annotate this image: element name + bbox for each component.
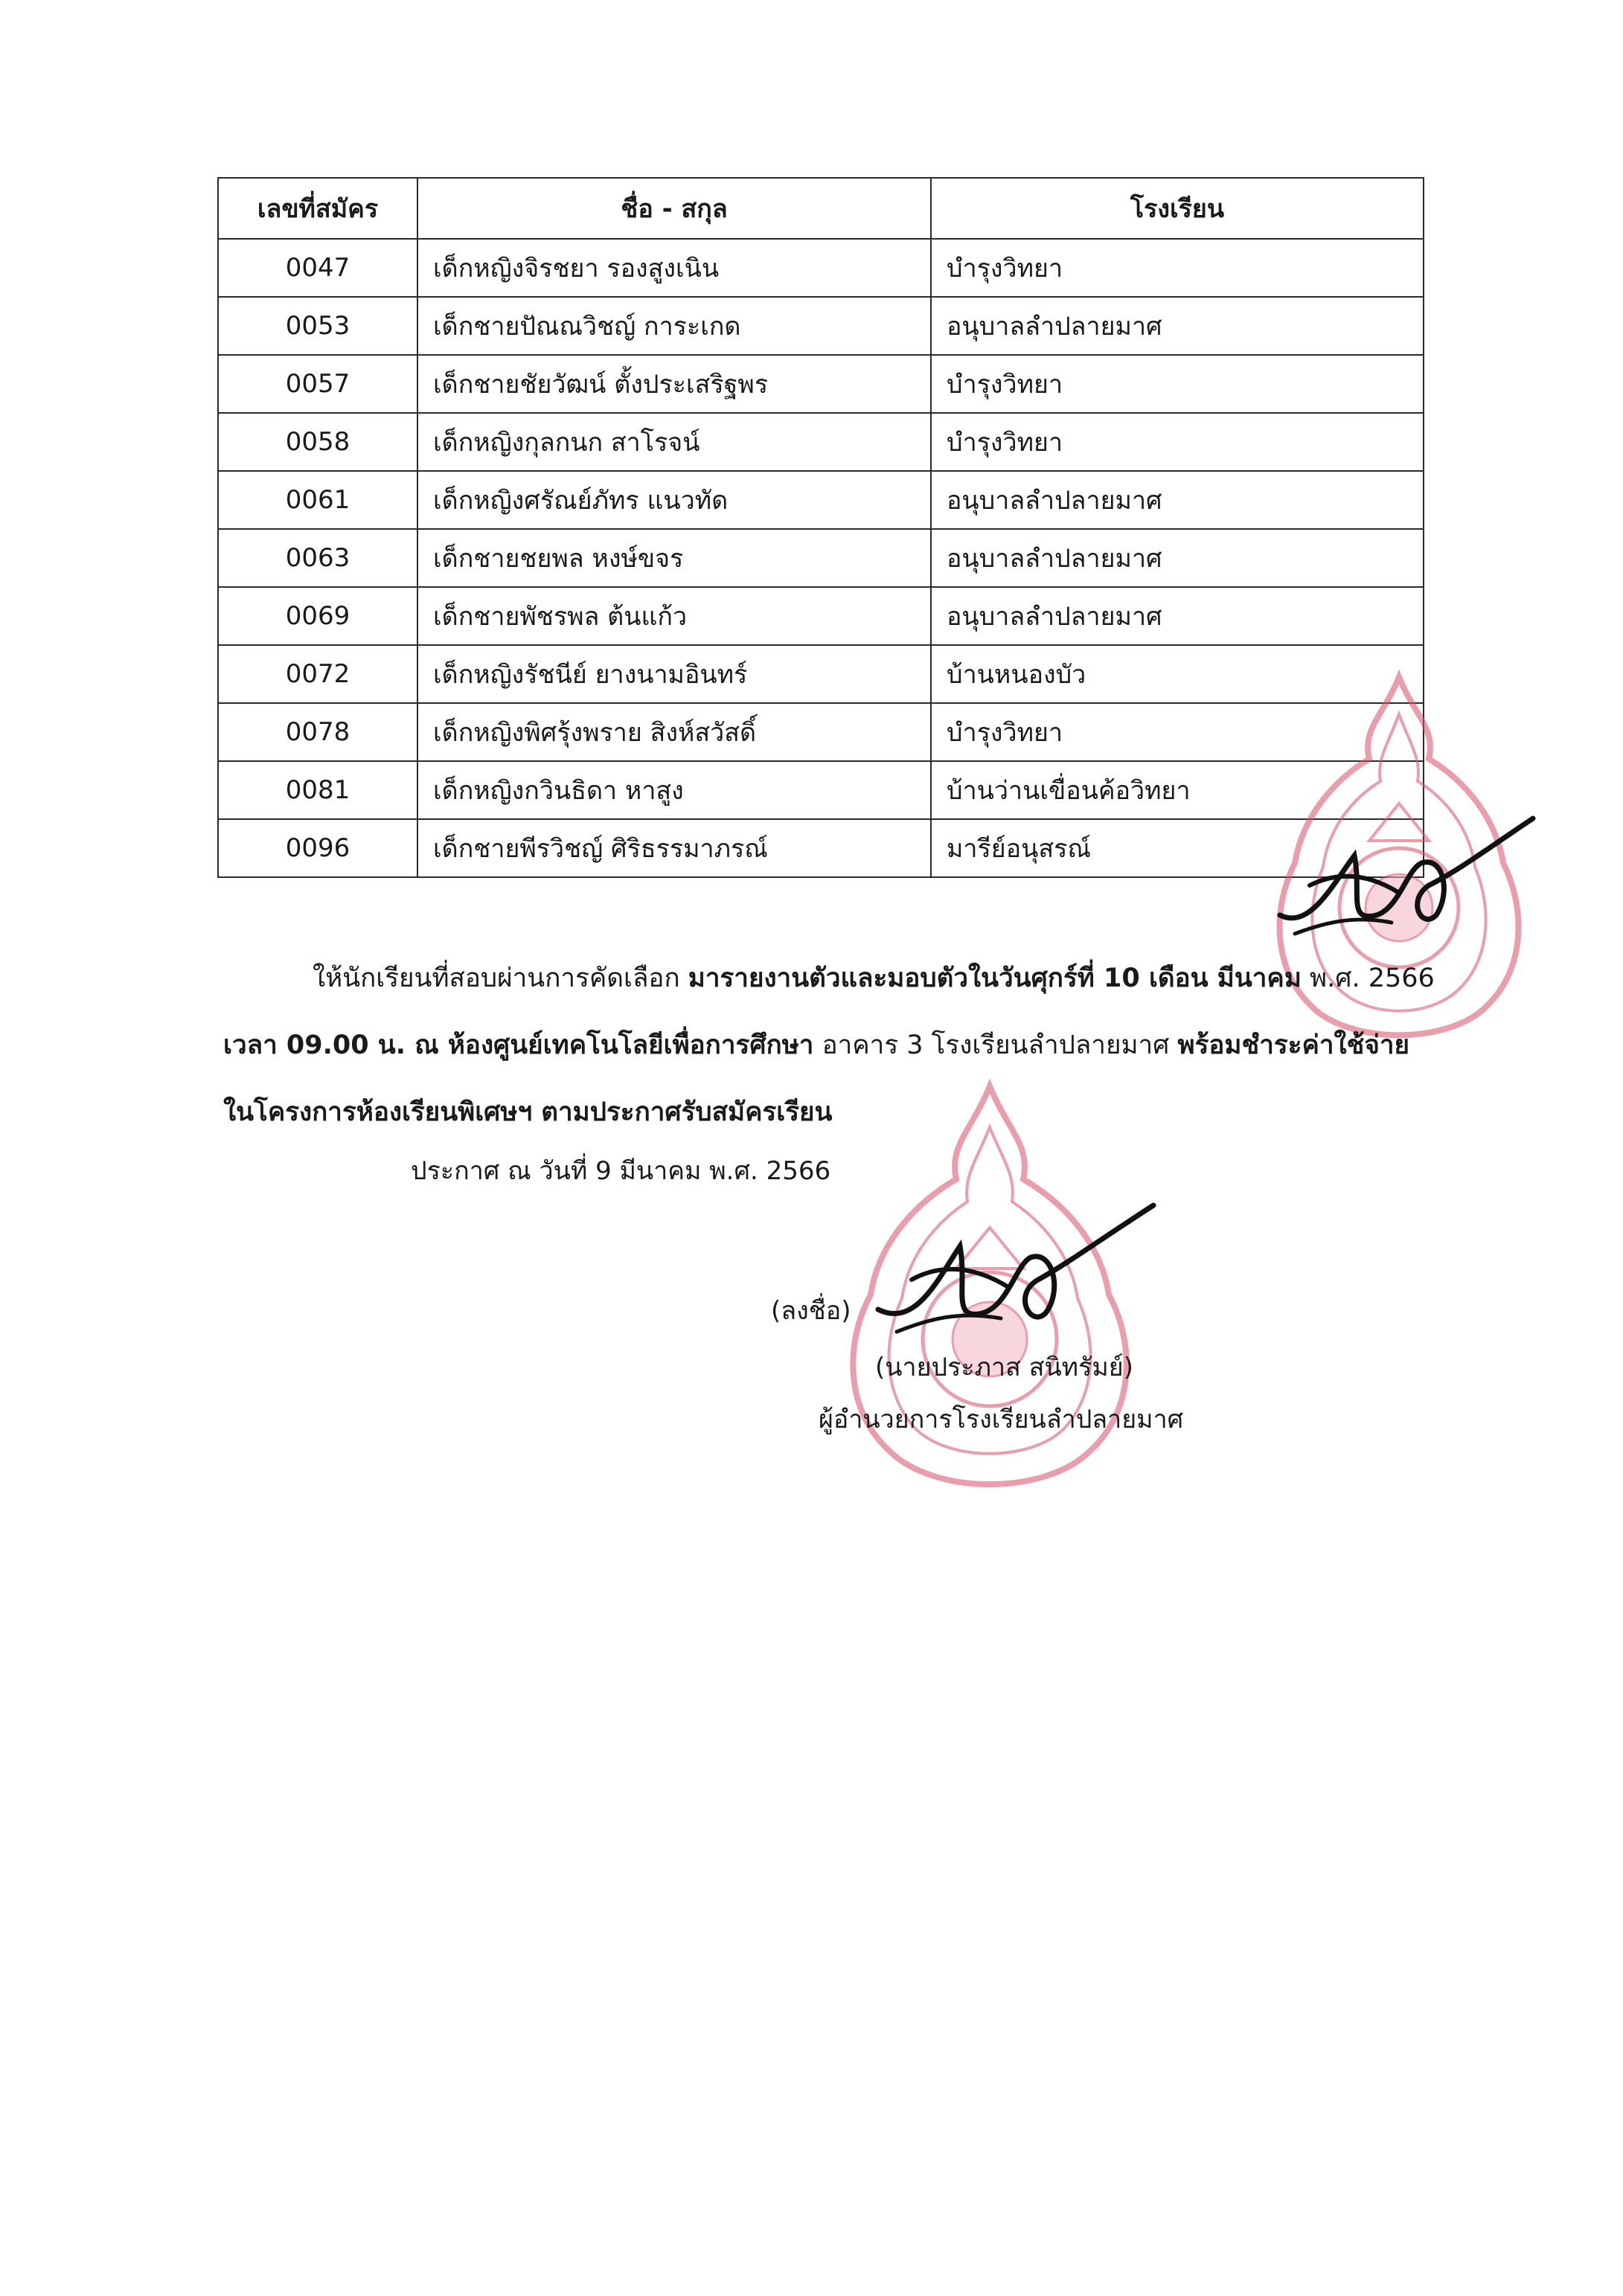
school-name: อนุบาลลำปลายมาศ <box>931 529 1424 587</box>
application-no: 0072 <box>218 645 417 703</box>
table-header-row <box>218 178 1424 239</box>
announcement-text: อาคาร 3 โรงเรียนลำปลายมาศ <box>813 1030 1178 1060</box>
student-name: เด็กหญิงพิศรุ้งพราย สิงห์สวัสดิ์ <box>417 703 931 761</box>
school-name: บำรุงวิทยา <box>931 703 1424 761</box>
school-name: บ้านว่านเขื่อนค้อวิทยา <box>931 761 1424 819</box>
announcement-text: พ.ศ. 2566 <box>1301 963 1435 993</box>
header-application-no: เลขที่สมัคร <box>218 178 417 239</box>
table-row <box>218 413 1424 471</box>
table-row <box>218 819 1424 877</box>
student-name: เด็กหญิงรัชนีย์ ยางนามอินทร์ <box>417 645 931 703</box>
announcement-text: ให้นักเรียนที่สอบผ่านการคัดเลือก <box>313 963 688 993</box>
signer-title: ผู้อำนวยการโรงเรียนลำปลายมาศ <box>819 1405 1184 1434</box>
school-name: บำรุงวิทยา <box>931 239 1424 297</box>
signer-name: (นายประภาส สนิทรัมย์) <box>875 1353 1133 1382</box>
application-no: 0081 <box>218 761 417 819</box>
student-name: เด็กหญิงกวินธิดา หาสูง <box>417 761 931 819</box>
student-name: เด็กชายชัยวัฒน์ ตั้งประเสริฐพร <box>417 355 931 413</box>
school-name: บำรุงวิทยา <box>931 355 1424 413</box>
application-no: 0078 <box>218 703 417 761</box>
table-row <box>218 355 1424 413</box>
applicants-table <box>217 177 1424 878</box>
announcement-bold-text: ในโครงการห้องเรียนพิเศษฯ ตามประกาศรับสมัครเรียน <box>223 1097 833 1127</box>
header-full-name: ชื่อ - สกุล <box>417 178 931 239</box>
announcement-line-1 <box>223 945 1444 1012</box>
announcement-line-2 <box>223 1012 1444 1079</box>
handwritten-signature-icon <box>1265 804 1548 952</box>
application-no: 0058 <box>218 413 417 471</box>
table-row <box>218 239 1424 297</box>
signature-prefix: (ลงชื่อ) <box>771 1296 851 1326</box>
table-row <box>218 761 1424 819</box>
school-name: บ้านหนองบัว <box>931 645 1424 703</box>
announcement-bold-text: พร้อมชำระค่าใช้จ่าย <box>1177 1030 1410 1060</box>
table-row <box>218 645 1424 703</box>
student-name: เด็กหญิงกุลกนก สาโรจน์ <box>417 413 931 471</box>
header-school: โรงเรียน <box>931 178 1424 239</box>
application-no: 0053 <box>218 297 417 355</box>
application-no: 0061 <box>218 471 417 529</box>
announcement-paragraph <box>223 945 1444 1146</box>
table-row <box>218 587 1424 645</box>
school-name: อนุบาลลำปลายมาศ <box>931 297 1424 355</box>
student-name: เด็กชายชยพล หงษ์ขจร <box>417 529 931 587</box>
school-name: อนุบาลลำปลายมาศ <box>931 471 1424 529</box>
table-row <box>218 471 1424 529</box>
school-name: อนุบาลลำปลายมาศ <box>931 587 1424 645</box>
application-no: 0047 <box>218 239 417 297</box>
table-row <box>218 703 1424 761</box>
table-row <box>218 529 1424 587</box>
student-name: เด็กหญิงจิรชยา รองสูงเนิน <box>417 239 931 297</box>
school-name: บำรุงวิทยา <box>931 413 1424 471</box>
handwritten-signature-icon <box>863 1190 1161 1354</box>
student-name: เด็กชายพัชรพล ต้นแก้ว <box>417 587 931 645</box>
student-name: เด็กชายพีรวิชญ์ ศิริธรรมาภรณ์ <box>417 819 931 877</box>
student-name: เด็กชายปัณณวิชญ์ การะเกด <box>417 297 931 355</box>
announcement-date: ประกาศ ณ วันที่ 9 มีนาคม พ.ศ. 2566 <box>411 1156 831 1186</box>
application-no: 0063 <box>218 529 417 587</box>
announcement-bold-text: เวลา 09.00 น. ณ ห้องศูนย์เทคโนโลยีเพื่อการศึกษา <box>223 1030 814 1060</box>
announcement-bold-text: มารายงานตัวและมอบตัวในวันศุกร์ที่ 10 เดือน มีนาคม <box>688 963 1302 993</box>
application-no: 0096 <box>218 819 417 877</box>
student-name: เด็กหญิงศรัณย์ภัทร แนวทัด <box>417 471 931 529</box>
school-name: มารีย์อนุสรณ์ <box>931 819 1424 877</box>
application-no: 0057 <box>218 355 417 413</box>
announcement-line-3 <box>223 1079 1444 1146</box>
table-row <box>218 297 1424 355</box>
application-no: 0069 <box>218 587 417 645</box>
